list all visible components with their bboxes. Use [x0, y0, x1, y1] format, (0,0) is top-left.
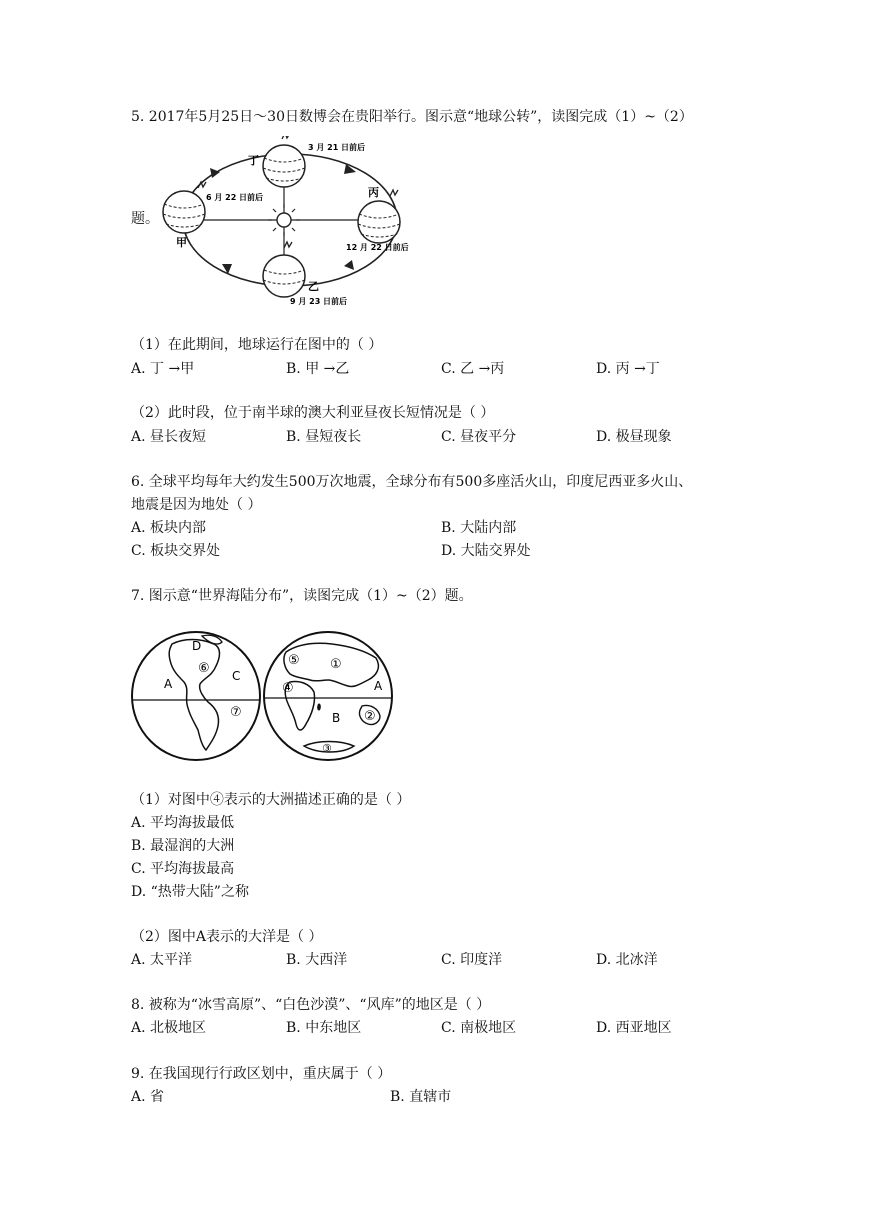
q7-sub2-option-d[interactable]: D. 北冰洋 — [596, 952, 658, 968]
q8-option-c[interactable]: C. 南极地区 — [441, 1020, 517, 1036]
q5-sub2-option-d[interactable]: D. 极昼现象 — [596, 429, 672, 445]
q5-sub1-option-d[interactable]: D. 丙 →丁 — [596, 361, 660, 377]
q5-sub1-stem: （1）在此期间，地球运行在图中的（ ） — [131, 337, 383, 353]
label-dec22: 12 月 22 日前后 — [346, 243, 409, 252]
label-east-b: B — [332, 711, 341, 725]
label-n6: ⑥ — [198, 661, 210, 676]
earth-globe-icon — [358, 190, 400, 243]
q5-sub2-stem: （2）此时段，位于南半球的澳大利亚昼夜长短情况是（ ） — [131, 405, 495, 421]
q6-stem-line2: 地震是因为地处（ ） — [131, 497, 262, 513]
label-west-c: C — [232, 669, 241, 683]
label-jia: 甲 — [176, 236, 187, 249]
q6-option-a[interactable]: A. 板块内部 — [131, 520, 207, 536]
label-mar21: 3 月 21 日前后 — [308, 143, 366, 152]
earth-revolution-diagram — [160, 136, 420, 312]
eastern-hemisphere — [264, 632, 392, 760]
q7-sub2-option-a[interactable]: A. 太平洋 — [131, 952, 193, 968]
q5-stem-tail: 题。 — [131, 211, 159, 227]
q7-sub1-option-b[interactable]: B. 最湿润的大洲 — [131, 838, 235, 854]
q5-sub1-option-a[interactable]: A. 丁 →甲 — [131, 361, 195, 377]
label-sep23: 9 月 23 日前后 — [290, 297, 348, 306]
label-n2: ② — [364, 709, 376, 724]
label-n3: ③ — [322, 742, 332, 755]
q7-sub2-option-c[interactable]: C. 印度洋 — [441, 952, 503, 968]
q8-option-d[interactable]: D. 西亚地区 — [596, 1020, 672, 1036]
label-east-a: A — [374, 679, 383, 693]
q7-sub1-stem: （1）对图中④表示的大洲描述正确的是（ ） — [131, 792, 411, 808]
label-n5: ⑤ — [288, 653, 300, 668]
world-land-sea-map — [128, 628, 396, 762]
q7-sub1-option-c[interactable]: C. 平均海拔最高 — [131, 861, 235, 877]
q7-sub2-option-b[interactable]: B. 大西洋 — [286, 952, 348, 968]
orbit-arrow-icon — [210, 168, 220, 178]
q8-option-b[interactable]: B. 中东地区 — [286, 1020, 362, 1036]
q7-sub2-stem: （2）图中A表示的大洋是（ ） — [131, 929, 323, 945]
q9-option-b[interactable]: B. 直辖市 — [390, 1089, 452, 1105]
earth-globe-icon — [163, 182, 206, 233]
label-west-d: D — [192, 639, 202, 653]
label-ding: 丁 — [248, 154, 259, 167]
q5-sub2-option-c[interactable]: C. 昼夜平分 — [441, 429, 517, 445]
label-bing: 丙 — [368, 186, 379, 199]
label-n1: ① — [330, 657, 342, 672]
q7-sub1-option-d[interactable]: D. “热带大陆”之称 — [131, 884, 249, 900]
q5-sub1-option-c[interactable]: C. 乙 →丙 — [441, 361, 505, 377]
q8-option-a[interactable]: A. 北极地区 — [131, 1020, 207, 1036]
label-n4: ④ — [282, 681, 294, 696]
orbit-arrow-icon — [344, 260, 354, 270]
q5-stem: 5. 2017年5月25日～30日数博会在贵阳举行。图示意“地球公转”，读图完成（1）~（2） — [131, 109, 693, 125]
q5-sub2-option-b[interactable]: B. 昼短夜长 — [286, 429, 362, 445]
q9-option-a[interactable]: A. 省 — [131, 1089, 165, 1105]
q7-sub1-option-a[interactable]: A. 平均海拔最低 — [131, 815, 235, 831]
label-jun22: 6 月 22 日前后 — [206, 193, 264, 202]
label-yi: 乙 — [308, 280, 319, 293]
q6-option-c[interactable]: C. 板块交界处 — [131, 543, 221, 559]
q5-sub2-option-a[interactable]: A. 昼长夜短 — [131, 429, 207, 445]
q6-stem-line1: 6. 全球平均每年大约发生500万次地震，全球分布有500多座活火山，印度尼西亚多火山、 — [131, 474, 693, 490]
q6-option-d[interactable]: D. 大陆交界处 — [441, 543, 531, 559]
label-n7: ⑦ — [230, 705, 242, 720]
label-west-a: A — [164, 677, 173, 691]
q8-stem: 8. 被称为“冰雪高原”、“白色沙漠”、“风库”的地区是（ ） — [131, 997, 491, 1013]
q6-option-b[interactable]: B. 大陆内部 — [441, 520, 517, 536]
q5-sub1-option-b[interactable]: B. 甲 →乙 — [286, 361, 350, 377]
q9-stem: 9. 在我国现行行政区划中，重庆属于（ ） — [131, 1066, 392, 1082]
earth-globe-icon — [263, 136, 305, 187]
western-hemisphere — [132, 632, 260, 760]
q7-stem: 7. 图示意“世界海陆分布”，读图完成（1）~（2）题。 — [131, 588, 473, 604]
